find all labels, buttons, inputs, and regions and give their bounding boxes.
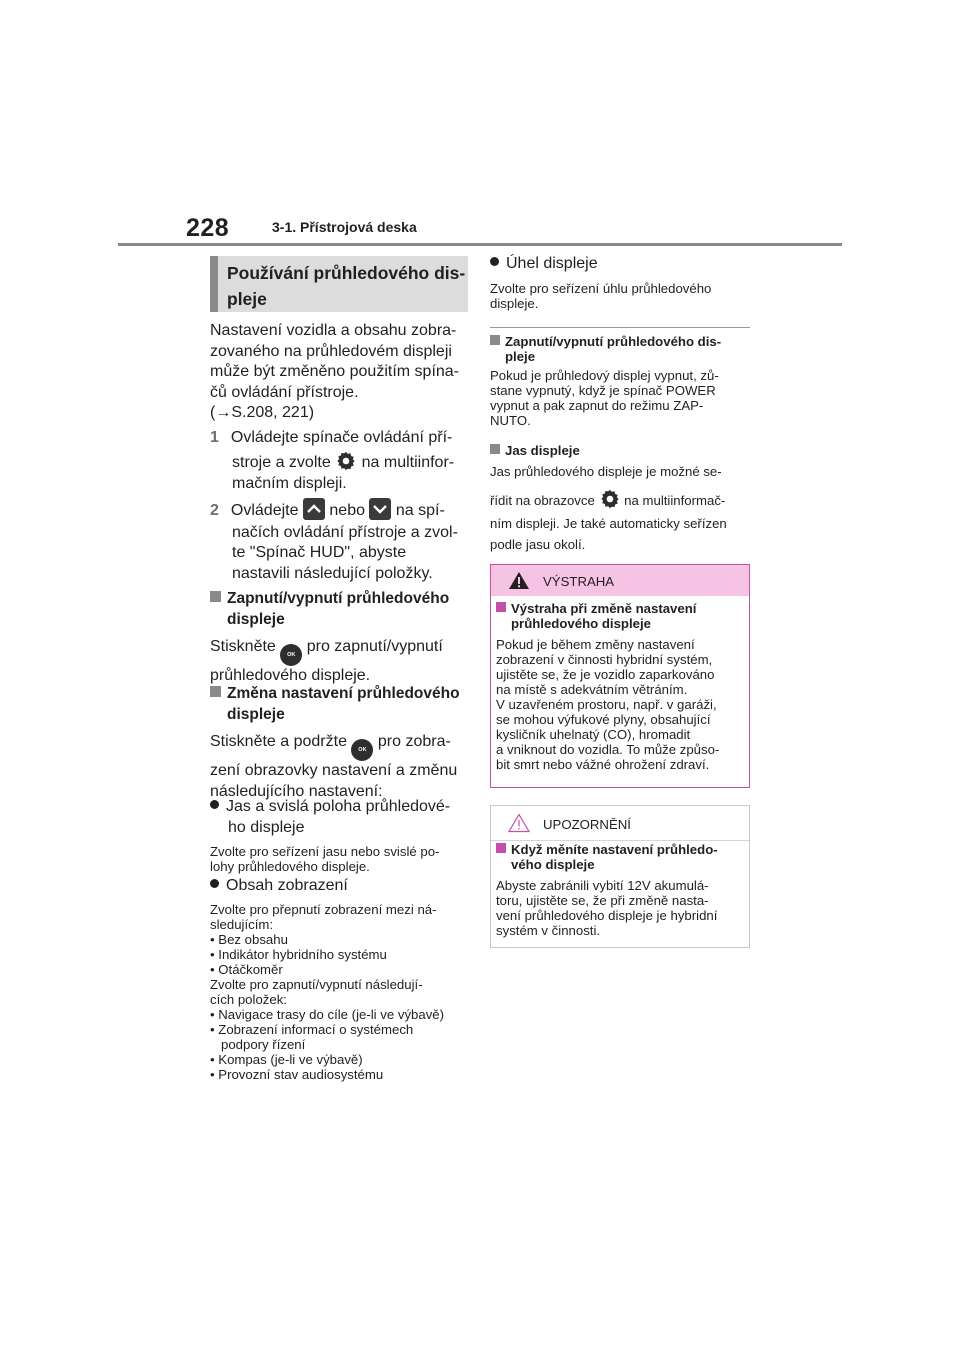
square-bullet-icon [496,602,506,612]
gear-icon [335,450,357,472]
step-1: 1 Ovládejte spínače ovládání pří- stroje a zvolte na multiinfor- mačním displeji. [210,429,455,492]
ok-button-icon: OK [351,739,373,761]
page-reference: (→S.208, 221) [210,404,315,421]
section-heading: Používání průhledového dis- pleje [210,256,468,312]
page-number: 228 [186,214,230,242]
bullet-icon [210,800,219,809]
step-number: 2 [210,502,219,519]
step-2: 2 Ovládejte nebo na spí- načích ovládání přístroje a zvol- te "Spínač HUD", abyste nastavili následující položky. [210,498,472,584]
change-section: Změna nastavení průhledového displeje Stiskněte a podržte OK pro zobra- zení obrazovky nastavení a změnu následujícího nastavení: [210,685,460,800]
warning-header [491,565,749,596]
ok-button-icon: OK [280,644,302,666]
notice-divider [491,840,749,841]
info-onoff: Zapnutí/vypnutí průhledového dis- pleje Pokud je průhledový displej vypnut, zů- stane vypnutý, když je spínač POWER vypnut a pak zapnut do režimu ZAP- NUTO. [490,334,722,428]
step-number: 1 [210,429,219,446]
chapter-title: 3-1. Přístrojová deska [272,219,417,235]
square-bullet-icon [490,444,500,454]
gear-icon [599,488,621,510]
square-bullet-icon [210,686,221,697]
notice-triangle-icon [508,813,530,833]
bullet-angle: Úhel displeje Zvolte pro seřízení úhlu průhledového displeje. [490,255,712,311]
warning-triangle-icon [508,571,530,590]
warning-label: VÝSTRAHA [543,574,615,589]
intro-text: Nastavení vozidla a obsahu zobra- zovaného na průhledovém displeji může být změněno použitím spína- čů ovládání přístroje. (→S.208, 221) [210,321,459,424]
square-bullet-icon [210,591,221,602]
bullet-icon [490,257,499,266]
info-brightness: Jas displeje Jas průhledového displeje je možné se- řídit na obrazovce na multiinformač- ním displeji. Je také automaticky seřízen podle jasu okolí. [490,443,727,552]
chevron-down-button-icon [369,498,391,520]
bullet-brightness: Jas a svislá poloha průhledové- ho displeje Zvolte pro seřízení jasu nebo svislé po- lohy průhledového displeje. [210,798,451,874]
warning-box: VÝSTRAHA Výstraha při změně nastavení průhledového displeje Pokud je během změny nastavení zobrazení v činnosti hybridní systém, ujistěte se, že je vozidlo zaparkováno na místě s adekvátním větráním. V uzavřeném prostoru, např. v garáži, se mohou výfukové plyny, obsahující kysličník uhelnatý (CO), hromadit a vniknout do vozidla. To může způso- bit smrt nebo vážné ohrožení zdraví. [490,564,750,788]
notice-label: UPOZORNĚNÍ [543,817,631,832]
bullet-icon [210,879,219,888]
header-rule [118,243,842,246]
square-bullet-icon [490,335,500,345]
square-bullet-icon [496,843,506,853]
bullet-content: Obsah zobrazení Zvolte pro přepnutí zobrazení mezi ná- sledujícím: • Bez obsahu • Indikátor hybridního systému • Otáčkoměr Zvolte pro zapnutí/vypnutí následují- cích položek: • Navigace trasy do cíle (je-li ve výbavě) • Zobrazení informací o systémech podpory řízení • Kompas (je-li ve výbavě) • Provozní stav audiosystému [210,877,445,1082]
onoff-section: Zapnutí/vypnutí průhledového displeje Stiskněte OK pro zapnutí/vypnutí průhledového displeje. [210,590,450,684]
section-divider [490,327,750,328]
notice-box: UPOZORNĚNÍ Když měníte nastavení průhledo- vého displeje Abyste zabránili vybití 12V akumulá- toru, ujistěte se, že při změně nasta- vení průhledového displeje je hybridní systém v činnosti. [490,805,750,948]
chevron-up-button-icon [303,498,325,520]
